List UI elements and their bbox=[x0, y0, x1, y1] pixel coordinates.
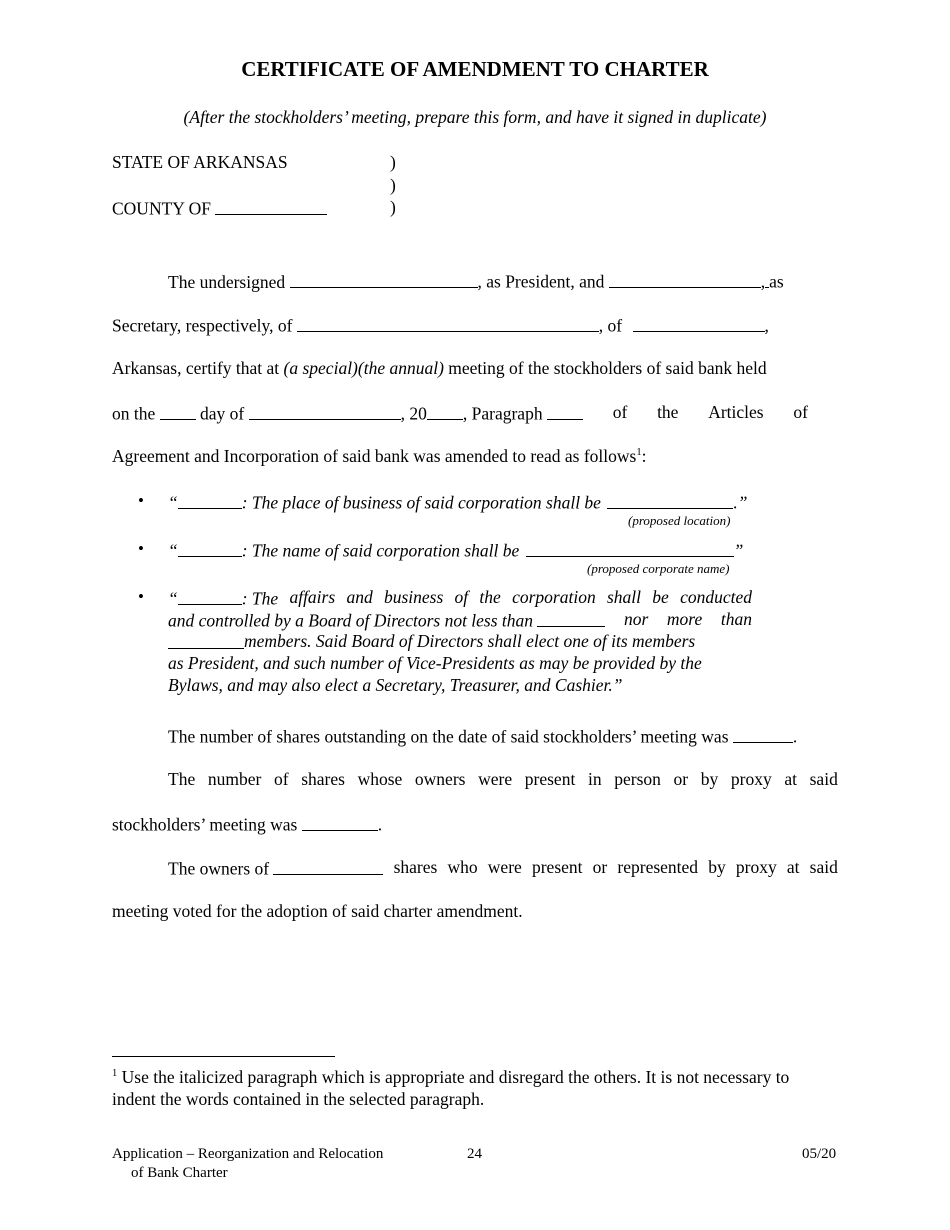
word: proxy bbox=[730, 769, 772, 789]
paragraph-blank[interactable] bbox=[547, 402, 583, 420]
word: by bbox=[708, 857, 726, 877]
period: . bbox=[377, 814, 383, 835]
bullet-icon: • bbox=[138, 539, 144, 558]
footer-date: 05/20 bbox=[802, 1146, 837, 1162]
year-prefix-text: , 20 bbox=[400, 403, 427, 424]
document-title: CERTIFICATE OF AMENDMENT TO CHARTER bbox=[241, 57, 709, 81]
of-word: of bbox=[612, 402, 628, 422]
secretary-name-blank[interactable] bbox=[609, 270, 761, 288]
word: shares bbox=[301, 769, 345, 789]
bullet-icon: • bbox=[138, 491, 144, 510]
footnote-text-1: Use the italicized paragraph which is appropriate and disregard the others. It is not necessary to bbox=[117, 1067, 790, 1087]
word: the bbox=[479, 587, 501, 607]
bullet-board-line-5 bbox=[168, 675, 752, 696]
proposed-location-blank[interactable] bbox=[607, 491, 733, 509]
county-line bbox=[112, 197, 327, 220]
bullet-board-line-1 bbox=[168, 587, 752, 610]
proposed-name-blank[interactable] bbox=[526, 539, 734, 557]
state-label: STATE OF ARKANSAS bbox=[112, 152, 288, 172]
body-line-5 bbox=[112, 446, 808, 467]
page-number: 24 bbox=[467, 1146, 482, 1162]
undersigned-text: The undersigned bbox=[168, 271, 286, 292]
period: . bbox=[792, 726, 798, 747]
word: and bbox=[346, 587, 373, 607]
shares-present-blank[interactable] bbox=[302, 813, 378, 831]
word: shares bbox=[393, 857, 438, 877]
word: at bbox=[786, 857, 800, 877]
word: said bbox=[809, 769, 838, 789]
word: in bbox=[587, 769, 602, 789]
body-line-1 bbox=[112, 270, 808, 293]
body-line-2 bbox=[112, 314, 808, 337]
word: or bbox=[673, 769, 689, 789]
bullet-board-line-4 bbox=[168, 653, 752, 674]
shares-outstanding-line bbox=[168, 725, 797, 748]
footnote-marker: 1 bbox=[112, 1068, 118, 1080]
footnote-line-1 bbox=[112, 1067, 789, 1088]
of-text: , of bbox=[598, 315, 623, 336]
venue-paren-3: ) bbox=[390, 197, 396, 217]
paragraph-number-blank[interactable] bbox=[178, 587, 242, 605]
members-text: members. Said Board of Directors shall elect one of its members bbox=[244, 631, 696, 651]
owners-line bbox=[168, 857, 838, 880]
year-blank[interactable] bbox=[427, 402, 463, 420]
meeting-text: meeting of the stockholders of said bank held bbox=[448, 358, 767, 378]
county-label: COUNTY OF bbox=[112, 198, 212, 219]
meeting-was-text: stockholders’ meeting was bbox=[112, 814, 298, 835]
shares-present-line bbox=[168, 769, 838, 790]
day-of-text: day of bbox=[200, 403, 245, 424]
max-directors-blank[interactable] bbox=[168, 631, 244, 649]
word: at bbox=[784, 769, 797, 789]
proposed-location-caption: (proposed location) bbox=[628, 513, 731, 528]
on-the-text: on the bbox=[112, 403, 156, 424]
county-blank[interactable] bbox=[215, 197, 327, 215]
word: The bbox=[168, 769, 196, 789]
board-text: and controlled by a Board of Directors not less than bbox=[168, 610, 534, 631]
proposed-name-caption: (proposed corporate name) bbox=[587, 561, 730, 576]
footnote-line-2: indent the words contained in the selected paragraph. bbox=[112, 1089, 485, 1109]
body-line-4 bbox=[112, 402, 808, 425]
venue-paren-2: ) bbox=[390, 175, 396, 195]
word: affairs bbox=[289, 587, 336, 607]
footnote-divider bbox=[112, 1056, 335, 1057]
word: than bbox=[720, 609, 752, 629]
month-blank[interactable] bbox=[249, 402, 401, 420]
word: of bbox=[454, 587, 469, 607]
word: proxy bbox=[735, 857, 777, 877]
venue-paren-1: ) bbox=[390, 152, 396, 172]
word: person bbox=[614, 769, 661, 789]
word: be bbox=[652, 587, 669, 607]
word: owners bbox=[414, 769, 466, 789]
amended-text: Agreement and Incorporation of said bank was amended to read as follows bbox=[112, 446, 637, 466]
close-quote: ” bbox=[733, 540, 744, 561]
shares-outstanding-text: The number of shares outstanding on the date of said stockholders’ meeting was bbox=[168, 726, 729, 747]
comma-text-2: , bbox=[764, 315, 769, 336]
city-blank[interactable] bbox=[633, 314, 765, 332]
word: were bbox=[478, 769, 513, 789]
word: more bbox=[666, 609, 703, 629]
body-line-3 bbox=[112, 358, 808, 379]
bullet-name bbox=[168, 539, 752, 562]
footer-title-1: Application – Reorganization and Relocation bbox=[112, 1146, 384, 1162]
certify-text: Arkansas, certify that at bbox=[112, 358, 280, 378]
bank-name-blank[interactable] bbox=[297, 314, 599, 332]
word: represented bbox=[617, 857, 699, 877]
meeting-type-text: (a special)(the annual) bbox=[283, 358, 444, 378]
articles-word: Articles bbox=[708, 402, 764, 422]
word: by bbox=[700, 769, 719, 789]
adoption-line: meeting voted for the adoption of said charter amendment. bbox=[112, 901, 523, 921]
word: nor bbox=[624, 609, 649, 629]
shares-present-line-2 bbox=[112, 813, 382, 836]
comma-text: , bbox=[760, 271, 766, 292]
min-directors-blank[interactable] bbox=[537, 609, 605, 627]
word: or bbox=[592, 857, 608, 877]
footer-title-2: of Bank Charter bbox=[131, 1165, 228, 1181]
word: present bbox=[524, 769, 576, 789]
paragraph-text: , Paragraph bbox=[462, 403, 543, 424]
shares-voted-blank[interactable] bbox=[273, 857, 383, 875]
word: present bbox=[531, 857, 583, 877]
word: conducted bbox=[680, 587, 752, 607]
word: corporation bbox=[512, 587, 596, 607]
name-text: : The name of said corporation shall be bbox=[241, 540, 520, 561]
word: shall bbox=[606, 587, 642, 607]
word: : The bbox=[241, 588, 279, 609]
as-text: as bbox=[769, 271, 784, 292]
bullet-board-line-3 bbox=[168, 631, 752, 652]
the-word: the bbox=[657, 402, 679, 422]
word: whose bbox=[357, 769, 403, 789]
paragraph-number-blank[interactable] bbox=[178, 539, 242, 557]
shares-outstanding-blank[interactable] bbox=[733, 725, 793, 743]
close-quote: .” bbox=[733, 492, 748, 513]
president-name-blank[interactable] bbox=[290, 270, 478, 288]
day-blank[interactable] bbox=[160, 402, 196, 420]
president-text: , as President, and bbox=[477, 271, 605, 292]
instructions: (After the stockholders’ meeting, prepare this form, and have it signed in duplicate) bbox=[183, 107, 767, 127]
open-quote: “ bbox=[168, 588, 178, 609]
of-word-2: of bbox=[793, 402, 808, 422]
bylaws-clause: Bylaws, and may also elect a Secretary, Treasurer, and Cashier.” bbox=[168, 675, 623, 695]
paragraph-number-blank[interactable] bbox=[178, 491, 242, 509]
open-quote: “ bbox=[168, 492, 178, 513]
bullet-icon: • bbox=[138, 587, 144, 606]
word: business bbox=[383, 587, 444, 607]
bullet-board-line-2 bbox=[168, 609, 752, 632]
president-clause: as President, and such number of Vice-Presidents as may be provided by the bbox=[168, 653, 702, 673]
open-quote: “ bbox=[168, 540, 178, 561]
word: were bbox=[487, 857, 522, 877]
word: number bbox=[207, 769, 262, 789]
owners-of-text: The owners of bbox=[168, 858, 270, 879]
word: who bbox=[447, 857, 478, 877]
colon-text: : bbox=[641, 446, 647, 466]
word: said bbox=[809, 857, 838, 877]
location-text: : The place of business of said corporation shall be bbox=[241, 492, 601, 513]
word: of bbox=[273, 769, 289, 789]
footnote-ref: 1 bbox=[636, 447, 642, 459]
secretary-text: Secretary, respectively, of bbox=[112, 315, 293, 336]
bullet-location bbox=[168, 491, 752, 514]
